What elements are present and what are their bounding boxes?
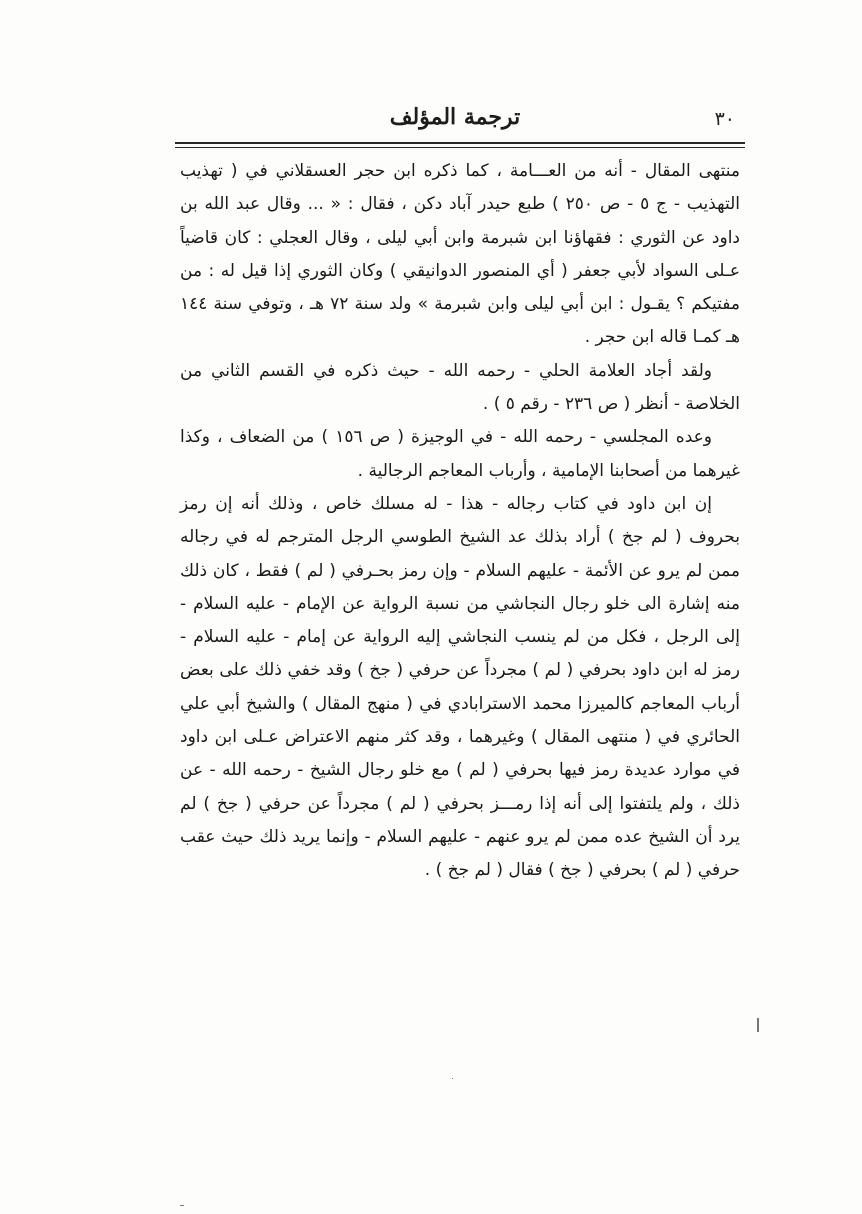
body-text	[180, 155, 740, 888]
paragraph-continued: منتهى المقال - أنه من العـــامة ، كما ذكره ابن حجر العسقلاني في ( تهذيب التهذيب - ج ٥ - ص ٢٥٠ ) طبع حيدر آباد دكن ، فقال : « ... وقال عبد الله بن داود عن الثوري : فقهاؤنا ابن شبرمة وابن أبي ليلى ، وقال العجلي : كان قاضياً عـلى السواد لأبي جعفر ( أي المنصور الدوانيقي ) وكان الثوري إذا قيل له : من مفتيكم ؟ يقـول : ابن أبي ليلى وابن شبرمة » ولد سنة ٧٢ هـ ، وتوفي سنة ١٤٤ هـ كمـا قاله ابن حجر .	[180, 161, 740, 348]
header-rule-thin	[175, 147, 745, 148]
scan-speck	[180, 1205, 184, 1206]
scan-speck	[452, 1078, 453, 1079]
paragraph: وعده المجلسي - رحمه الله - في الوجيزة ( ص ١٥٦ ) من الضعاف ، وكذا غيرهما من أصحابنا الإمامية ، وأرباب المعاجم الرجالية .	[180, 427, 740, 481]
scan-speck	[757, 1018, 759, 1032]
page-header	[175, 100, 735, 140]
running-title: ترجمة المؤلف	[389, 104, 521, 130]
paragraph: إن ابن داود في كتاب رجاله - هذا - له مسلك خاص ، وذلك أنه إن رمز بحروف ( لم جخ ) أراد بذلك عد الشيخ الطوسي الرجل المترجم له في رجاله ممن لم يرو عن الأئمة - عليهم السلام - وإن رمز بحـرفي ( لم ) فقط ، كان ذلك منه إشارة الى خلو رجال النجاشي من نسبة الرواية عن الإمام - عليه السلام - إلى الرجل ، فكل من لم ينسب النجاشي إليه الرواية عن إمام - عليه السلام - رمز له ابن داود بحرفي ( لم ) مجرداً عن حرفي ( جخ ) وقد خفي ذلك على بعض أرباب المعاجم كالميرزا محمد الاسترابادي في ( منهج المقال ) والشيخ أبي علي الحائري في ( منتهى المقال ) وغيرهما ، وقد كثر منهم الاعتراض عـلى ابن داود في موارد عديدة رمز فيها بحرفي ( لم ) مع خلو رجال الشيخ - رحمه الله - عن ذلك ، ولم يلتفتوا إلى أنه إذا رمـــز بحرفي ( لم ) مجرداً عن حرفي ( جخ ) لم يرد أن الشيخ عده ممن لم يرو عنهم - عليهم السلام - وإنما يريد ذلك حيث عقب حرفي ( لم ) بحرفي ( جخ ) فقال ( لم جخ ) .	[180, 493, 740, 881]
paragraph: ولقد أجاد العلامة الحلي - رحمه الله - حيث ذكره في القسم الثاني من الخلاصة - أنظر ( ص ٢٣٦ - رقم ٥ ) .	[180, 360, 740, 415]
header-rule-thick	[175, 142, 745, 144]
page-number: ٣٠	[714, 108, 735, 130]
